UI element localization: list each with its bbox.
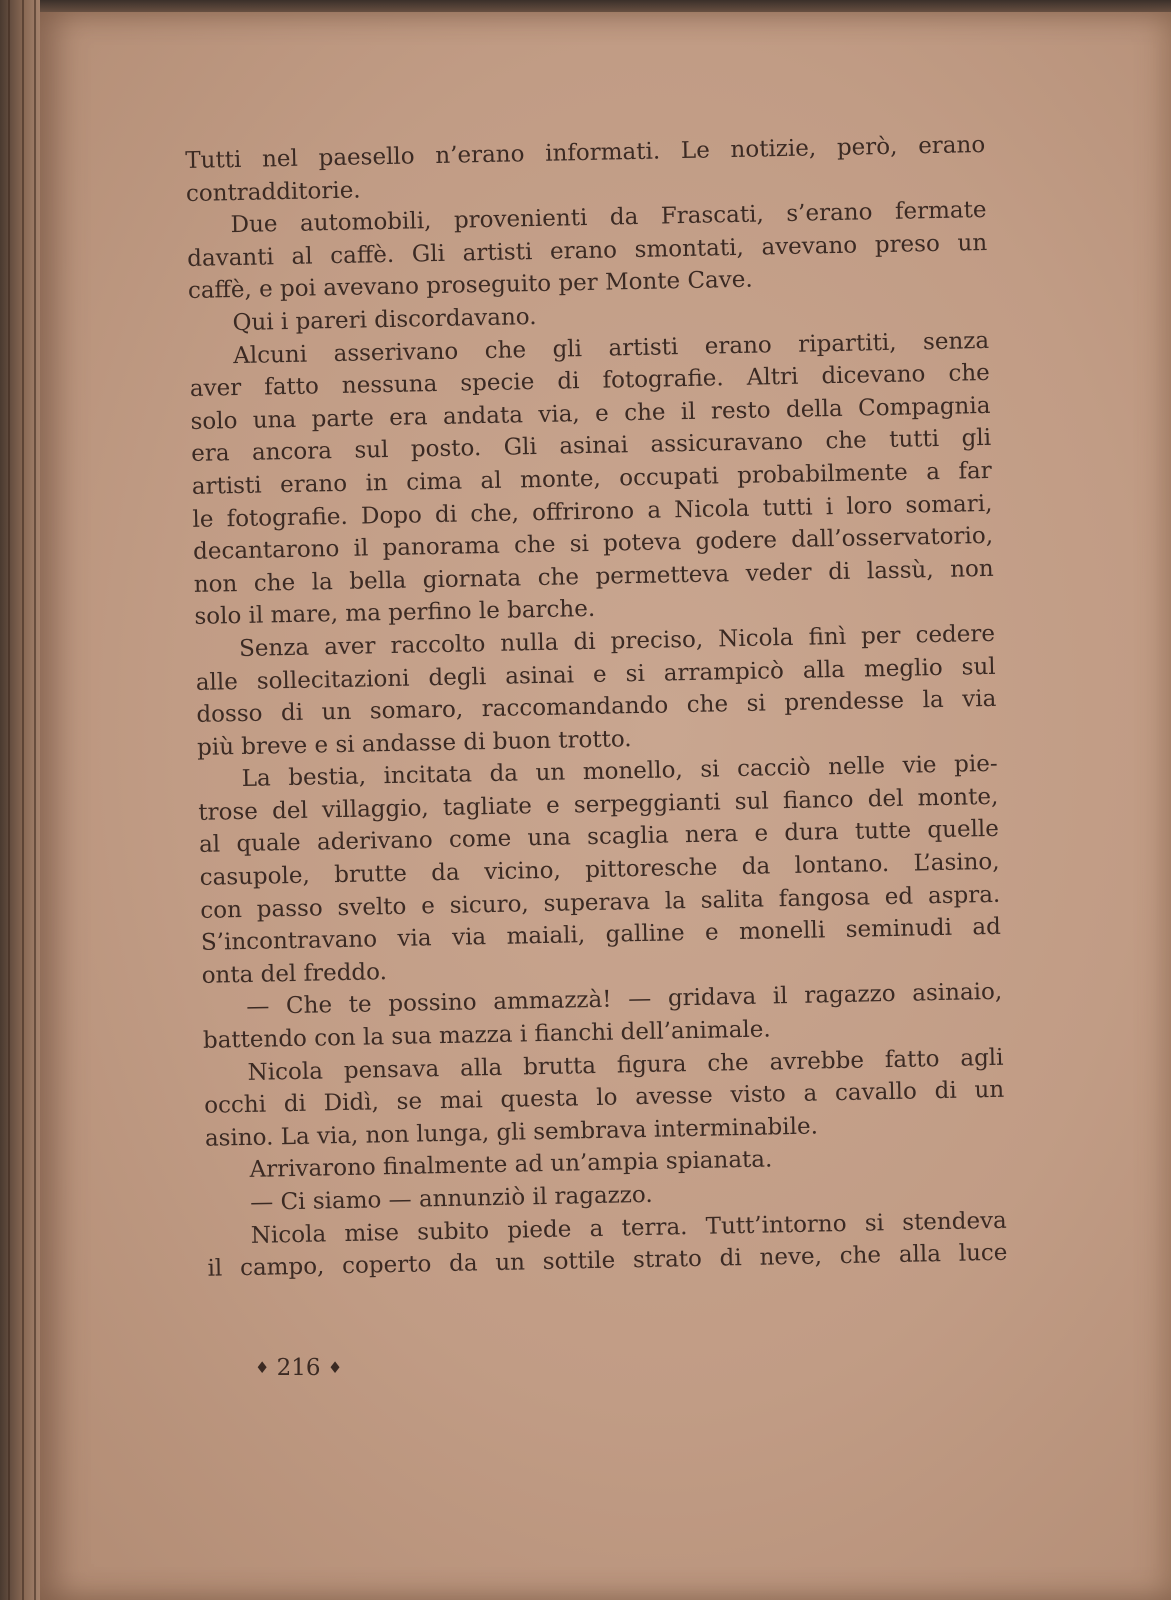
text-line: aver fatto nessuna specie di fotografie. Altri dicevano che	[189, 360, 991, 403]
text-line: solo una parte era andata via, e che il resto della Compagnia	[190, 392, 991, 435]
text-line: non che la bella giornata che permetteva veder di lassù, non	[193, 555, 994, 598]
text-line: — Che te possino ammazzà! — gridava il ragazzo asinaio,	[246, 979, 1003, 1021]
text-line: caffè, e poi avevano proseguito per Monte Cave.	[187, 267, 753, 305]
ornament-icon: ♦	[327, 1358, 343, 1377]
text-line: S’incontravano via via maiali, galline e monelli seminudi ad	[200, 914, 1002, 957]
text-line: dosso di un somaro, raccomandando che si prendesse la via	[196, 685, 997, 728]
text-line: onta del freddo.	[201, 958, 388, 989]
text-line: occhi di Didì, se mai questa lo avesse visto a cavallo di un	[204, 1076, 1005, 1120]
text-line: il campo, coperto da un sottile strato di neve, che alla luce	[207, 1239, 1008, 1282]
text-line: Due automobili, provenienti da Frascati, s’erano fermate	[230, 197, 987, 239]
text-line: decantarono il panorama che si poteva godere dall’osservatorio,	[192, 522, 994, 566]
text-line: contradditorie.	[185, 177, 361, 207]
binding-crease	[22, 0, 24, 1600]
page-number	[255, 1355, 342, 1381]
binding-crease	[34, 0, 36, 1600]
page-number-value: 216	[276, 1355, 321, 1381]
text-line: con passo svelto e sicuro, superava la salita fangosa ed aspra.	[200, 881, 1001, 924]
text-line: Tutti nel paesello n’erano informati. Le notizie, però, erano	[185, 131, 986, 174]
text-line: — Ci siamo — annunziò il ragazzo.	[249, 1181, 653, 1216]
text-line: casupole, brutte da vicino, pittoresche da lontano. L’asino,	[199, 848, 1000, 891]
body-text	[185, 129, 1008, 1286]
text-line: davanti al caffè. Gli artisti erano smontati, avevano preso un	[187, 229, 988, 272]
text-line: battendo con la sua mazza i fianchi dell’animale.	[202, 1016, 771, 1054]
text-line: asino. La via, non lunga, gli sembrava interminabile.	[204, 1113, 819, 1152]
text-line: Senza aver raccolto nulla di preciso, Nicola finì per cedere	[238, 620, 996, 662]
text-line: era ancora sul posto. Gli asinai assicuravano che tutti gli	[190, 425, 992, 468]
text-line: Nicola mise subito piede a terra. Tutt’intorno si stendeva	[250, 1207, 1008, 1249]
text-line: solo il mare, ma perfino le barche.	[194, 596, 596, 631]
text-line: artisti erano in cima al monte, occupati probabilmente a far	[191, 457, 992, 500]
text-line: Alcuni asserivano che gli artisti erano ripartiti, senza	[232, 327, 990, 369]
text-line: le fotografie. Dopo di che, offrirono a Nicola tutti i loro somari,	[192, 490, 993, 533]
ornament-icon: ♦	[255, 1358, 270, 1377]
text-line: più breve e si andasse di buon trotto.	[196, 725, 632, 761]
text-line: trose del villaggio, tagliate e serpeggianti sul fianco del monte,	[198, 783, 999, 826]
text-line: Arrivarono finalmente ad un’ampia spianata.	[249, 1146, 773, 1184]
text-line: Nicola pensava alla brutta figura che avrebbe fatto agli	[247, 1044, 1004, 1086]
text-line: La bestia, incitata da un monello, si cacciò nelle vie pie-	[241, 751, 998, 793]
text-line: alle sollecitazioni degli asinai e si arrampicò alla meglio sul	[195, 653, 996, 696]
binding-crease	[8, 0, 10, 1600]
text-line: al quale aderivano come una scaglia nera e dura tutte quelle	[198, 816, 1000, 859]
text-line: Qui i pareri discordavano.	[232, 303, 537, 337]
